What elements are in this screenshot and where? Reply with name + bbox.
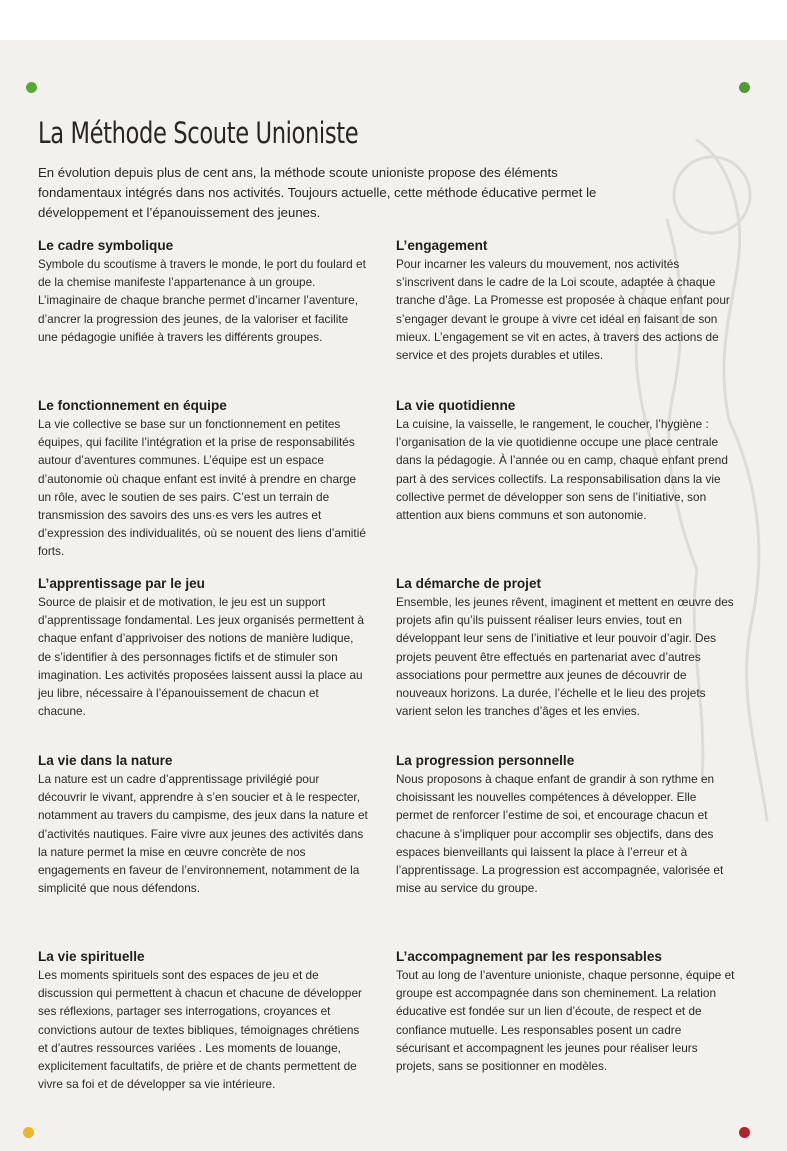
section-text: Tout au long de l’aventure unioniste, chaque personne, équipe et groupe est accompagnée dans son cheminement. La relation éducative est fondée sur un lien d’écoute, de respect et de confiance mutuelle. Les responsables posent un cadre sécurisant et accompagnent les jeunes pour réaliser leurs projets, sans se positionner en modèles.	[396, 968, 735, 1074]
section-vie-nature	[38, 752, 368, 897]
page-title: La Méthode Scoute Unioniste	[38, 116, 359, 150]
section-fonctionnement-equipe	[38, 397, 368, 561]
section-heading: La démarche de projet	[396, 576, 542, 591]
section-heading: La vie dans la nature	[38, 753, 173, 768]
section-vie-spirituelle	[38, 948, 368, 1093]
section-progression-personnelle	[396, 752, 736, 897]
section-text: Les moments spirituels sont des espaces de jeu et de discussion qui permettent à chacun et chacune de développer ses réflexions, partager ses interrogations, croyances et convictions autour de textes bibliques, témoignages chrétiens et d’autres ressources variées . Les moments de louange, explicitement facultatifs, de prière et de chants permettent de vivre sa foi et de développer sa vie intérieure.	[38, 968, 362, 1092]
decorative-dot-top-left	[26, 82, 37, 93]
decorative-dot-bottom-left	[23, 1127, 34, 1138]
section-accompagnement	[396, 948, 736, 1075]
section-text: La cuisine, la vaisselle, le rangement, le coucher, l’hygiène : l’organisation de la vie quotidienne occupe une place centrale dans la pédagogie. À l’année ou en camp, chaque enfant prend part à des services collectifs. La responsabilisation dans la vie collective permet de développer son sens de l’initiative, son attention aux biens communs et son autonomie.	[396, 417, 728, 523]
decorative-dot-bottom-right	[739, 1127, 750, 1138]
section-demarche-projet	[396, 575, 736, 720]
section-vie-quotidienne	[396, 397, 736, 524]
section-heading: La vie quotidienne	[396, 398, 516, 413]
section-text: La nature est un cadre d’apprentissage privilégié pour découvrir le vivant, apprendre à s’en soucier et à le respecter, notamment au travers du campisme, des jeux dans la nature et d’activités nautiques. Faire vivre aux jeunes des activités dans la nature permet la mise en œuvre concrète de nos engagements en faveur de l’environnement, notamment de la simplicité que nous défendons.	[38, 772, 368, 896]
section-heading: Le fonctionnement en équipe	[38, 398, 227, 413]
document-page	[0, 40, 787, 1151]
section-cadre-symbolique	[38, 237, 368, 346]
section-text: Ensemble, les jeunes rêvent, imaginent et mettent en œuvre des projets afin qu’ils puissent réaliser leurs envies, tout en développant leur sens de l’initiative et leur pouvoir d’agir. Des projets peuvent être effectués en partenariat avec d’autres associations pour permettre aux jeunes de découvrir de nouveaux horizons. La durée, l’échelle et le lieu des projets varient selon les tranches d’âges et les envies.	[396, 595, 734, 719]
section-heading: L’apprentissage par le jeu	[38, 576, 205, 591]
section-heading: L’engagement	[396, 238, 488, 253]
intro-paragraph: En évolution depuis plus de cent ans, la méthode scoute unioniste propose des éléments fondamentaux intégrés dans nos activités. Toujours actuelle, cette méthode éducative permet le développement et l’épanouissement des jeunes.	[38, 165, 597, 220]
section-text: Nous proposons à chaque enfant de grandir à son rythme en choisissant les nouvelles compétences à développer. Elle permet de renforcer l’estime de soi, et encourage chacun et chacune à s’impliquer pour accomplir ses objectifs, dans des espaces bienveillants qui laissent la place à l’erreur et à l’apprentissage. La progression est accompagnée, valorisée et mise au service du groupe.	[396, 772, 724, 896]
section-text: Source de plaisir et de motivation, le jeu est un support d’apprentissage fondamental. Les jeux organisés permettent à chaque enfant d’apprivoiser des notions de manière ludique, de s’identifier à des personnages fictifs et de stimuler son imagination. Les activités proposées laissent aussi la place au jeu libre, nécessaire à l’épanouissement de chacun et chacune.	[38, 595, 364, 719]
section-heading: La vie spirituelle	[38, 949, 145, 964]
section-text: Pour incarner les valeurs du mouvement, nos activités s’inscrivent dans le cadre de la Loi scoute, adaptée à chaque tranche d’âge. La Promesse est proposée à chaque enfant pour s’engager devant le groupe à vivre cet idéal en faisant de son mieux. L’engagement se vit en actes, à travers des actions de service et des projets durables et utiles.	[396, 257, 730, 363]
section-heading: La progression personnelle	[396, 753, 575, 768]
section-text: Symbole du scoutisme à travers le monde, le port du foulard et de la chemise manifeste l’appartenance à un groupe. L’imaginaire de chaque branche permet d’incarner l’aventure, d’ancrer la progression des jeunes, de la valoriser et facilite une pédagogie unifiée à travers les différents groupes.	[38, 257, 366, 344]
section-engagement	[396, 237, 736, 364]
section-heading: L’accompagnement par les responsables	[396, 949, 662, 964]
decorative-dot-top-right	[739, 82, 750, 93]
section-text: La vie collective se base sur un fonctionnement en petites équipes, qui facilite l’intégration et la prise de responsabilités autour d’aventures communes. L’équipe est un espace d’autonomie où chaque enfant est invité à prendre en charge un rôle, avec le soutien de ses pairs. C’est un terrain de transmission des savoirs des uns·es vers les autres et d’expression des individualités, où se nouent des liens d’amitié forts.	[38, 417, 366, 559]
section-heading: Le cadre symbolique	[38, 238, 174, 253]
section-apprentissage-jeu	[38, 575, 368, 720]
